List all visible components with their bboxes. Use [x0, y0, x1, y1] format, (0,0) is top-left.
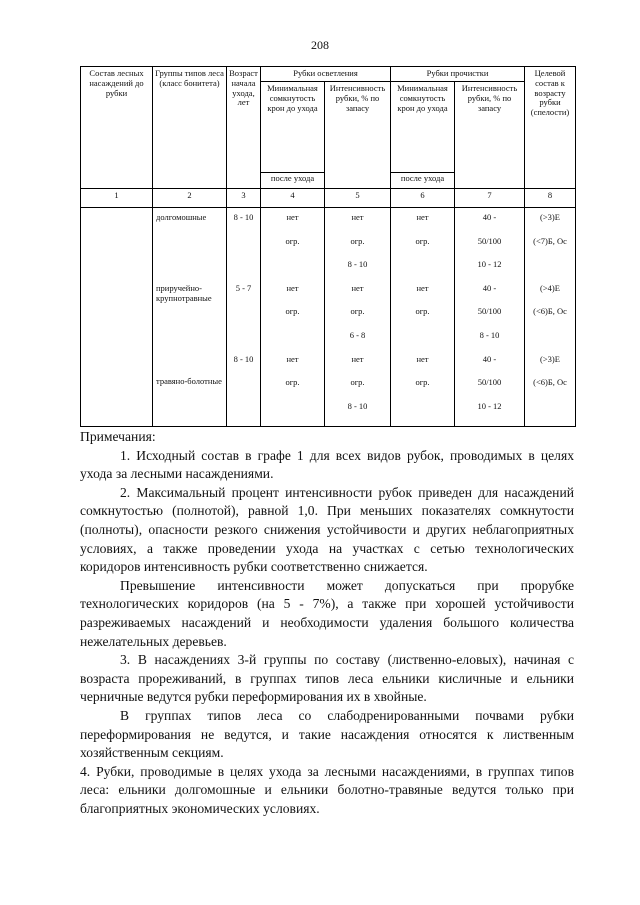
- start-age-cell: [227, 208, 261, 427]
- group-age: 8 - 10: [233, 212, 254, 222]
- cell-value: (<6)Б, Ос: [533, 377, 567, 388]
- header-target-composition: Целевой состав к возрасту рубки (спелости): [525, 67, 576, 189]
- column-number: 4: [261, 189, 325, 208]
- header-osv-min-density: Минимальная сомкнутость крон до ухода: [261, 82, 325, 173]
- cell-value: 6 - 8: [349, 329, 366, 340]
- header-osv-after-care: после ухода: [261, 173, 325, 189]
- header-pro-after-care: после ухода: [391, 173, 455, 189]
- column-number: 7: [455, 189, 525, 208]
- cell-value: (>4)Е: [540, 282, 560, 293]
- cell-value: нет: [416, 353, 429, 364]
- cell-value: нет: [286, 212, 299, 222]
- cell-value: огр.: [415, 306, 430, 317]
- cell-value: 50/100: [477, 377, 502, 388]
- cell-value: нет: [286, 282, 299, 293]
- cell-value: 8 - 10: [347, 259, 368, 270]
- cell-value: огр.: [350, 235, 365, 246]
- header-cleaning-felling: Рубки прочистки: [391, 67, 525, 82]
- group-name: приручейно-крупнотравные: [156, 282, 212, 303]
- cell-value: огр.: [285, 306, 300, 317]
- cell-value: (<7)Б, Ос: [533, 235, 567, 246]
- cell-value: 40 -: [482, 353, 497, 364]
- cell-value: нет: [351, 212, 364, 222]
- group-age: 5 - 7: [235, 282, 252, 293]
- cell-value: огр.: [350, 306, 365, 317]
- cell-value: 50/100: [477, 306, 502, 317]
- header-start-age: Возраст начала ухода, лет: [227, 67, 261, 189]
- cell-value: 50/100: [477, 235, 502, 246]
- cell-value: 40 -: [482, 282, 497, 293]
- cell-value: нет: [416, 212, 429, 222]
- cell-value: огр.: [285, 235, 300, 246]
- cell-value: (<6)Б, Ос: [533, 306, 567, 317]
- note-2: 2. Максимальный процент интенсивности рубок приведен для насаждений сомкнутостью (полнотой), равной 1,0. При меньших показателях сомкнутости (полноты), опасности резкого снижения устойчивости и других неблагоприятных условиях, а также проведении ухода на участках с сетью технологических коридоров интенсивность рубки соответственно снижается.: [80, 484, 574, 575]
- cell-value: (>3)Е: [540, 212, 560, 222]
- note-3-continued: В группах типов леса со слабодренированными почвами рубки переформирования не ведутся, и такие насаждения относятся к лиственным хозяйственным секциям.: [80, 707, 574, 761]
- header-pro-intensity: Интенсивность рубки, % по запасу: [455, 82, 525, 189]
- column-number: 3: [227, 189, 261, 208]
- cell-value: огр.: [285, 377, 300, 388]
- pro-intensity-cell: [455, 208, 525, 427]
- header-lightening-felling: Рубки осветления: [261, 67, 391, 82]
- osv-intensity-cell: [325, 208, 391, 427]
- header-composition: Состав лесных насаждений до рубки: [81, 67, 153, 189]
- note-1: 1. Исходный состав в графе 1 для всех видов рубок, проводимых в целях ухода за лесными насаждениями.: [80, 447, 574, 482]
- header-osv-intensity: Интенсивность рубки, % по запасу: [325, 82, 391, 189]
- composition-cell: [81, 208, 153, 427]
- target-composition-cell: [525, 208, 576, 427]
- group-name: долгомошные: [156, 212, 207, 222]
- notes-title: Примечания:: [80, 429, 156, 444]
- care-felling-table: [80, 66, 576, 427]
- column-number: 2: [153, 189, 227, 208]
- page-number: 208: [311, 38, 329, 52]
- cell-value: 10 - 12: [477, 400, 502, 411]
- cell-value: огр.: [415, 235, 430, 246]
- cell-value: 10 - 12: [477, 259, 502, 270]
- cell-value: нет: [351, 282, 364, 293]
- cell-value: (>3)Е: [540, 353, 560, 364]
- column-number: 6: [391, 189, 455, 208]
- note-2-continued: Превышение интенсивности может допускаться при прорубке технологических коридоров (на 5 - 7%), а также при хорошей устойчивости разреживаемых насаждений и необходимости удаления большого количества нежелательных деревьев.: [80, 577, 574, 649]
- cell-value: 8 - 10: [479, 329, 500, 340]
- pro-min-density-cell: [391, 208, 455, 427]
- cell-value: огр.: [350, 377, 365, 388]
- column-number: 5: [325, 189, 391, 208]
- group-name: травяно-болотные: [156, 375, 222, 386]
- header-pro-min-density: Минимальная сомкнутость крон до ухода: [391, 82, 455, 173]
- column-number: 1: [81, 189, 153, 208]
- cell-value: 40 -: [482, 212, 497, 222]
- cell-value: 8 - 10: [347, 400, 368, 411]
- cell-value: нет: [416, 282, 429, 293]
- group-age: 8 - 10: [233, 353, 254, 364]
- note-3: 3. В насаждениях 3-й группы по составу (лиственно-еловых), начиная с возраста прореживаний, в группах типов леса ельники кисличные и ельники черничные ведутся рубки переформирования их в хвойные.: [80, 652, 574, 705]
- osv-min-density-cell: [261, 208, 325, 427]
- header-forest-type-groups: Группы типов леса (класс бонитета): [153, 67, 227, 189]
- cell-value: нет: [351, 353, 364, 364]
- cell-value: огр.: [415, 377, 430, 388]
- forest-type-groups-cell: [153, 208, 227, 427]
- notes-section: [80, 428, 574, 818]
- cell-value: нет: [286, 353, 299, 364]
- note-4: 4. Рубки, проводимые в целях ухода за лесными насаждениями, в группах типов леса: ельники долгомошные и ельники болотно-травяные ведутся только при благоприятных экономических условиях.: [80, 763, 574, 816]
- column-number: 8: [525, 189, 576, 208]
